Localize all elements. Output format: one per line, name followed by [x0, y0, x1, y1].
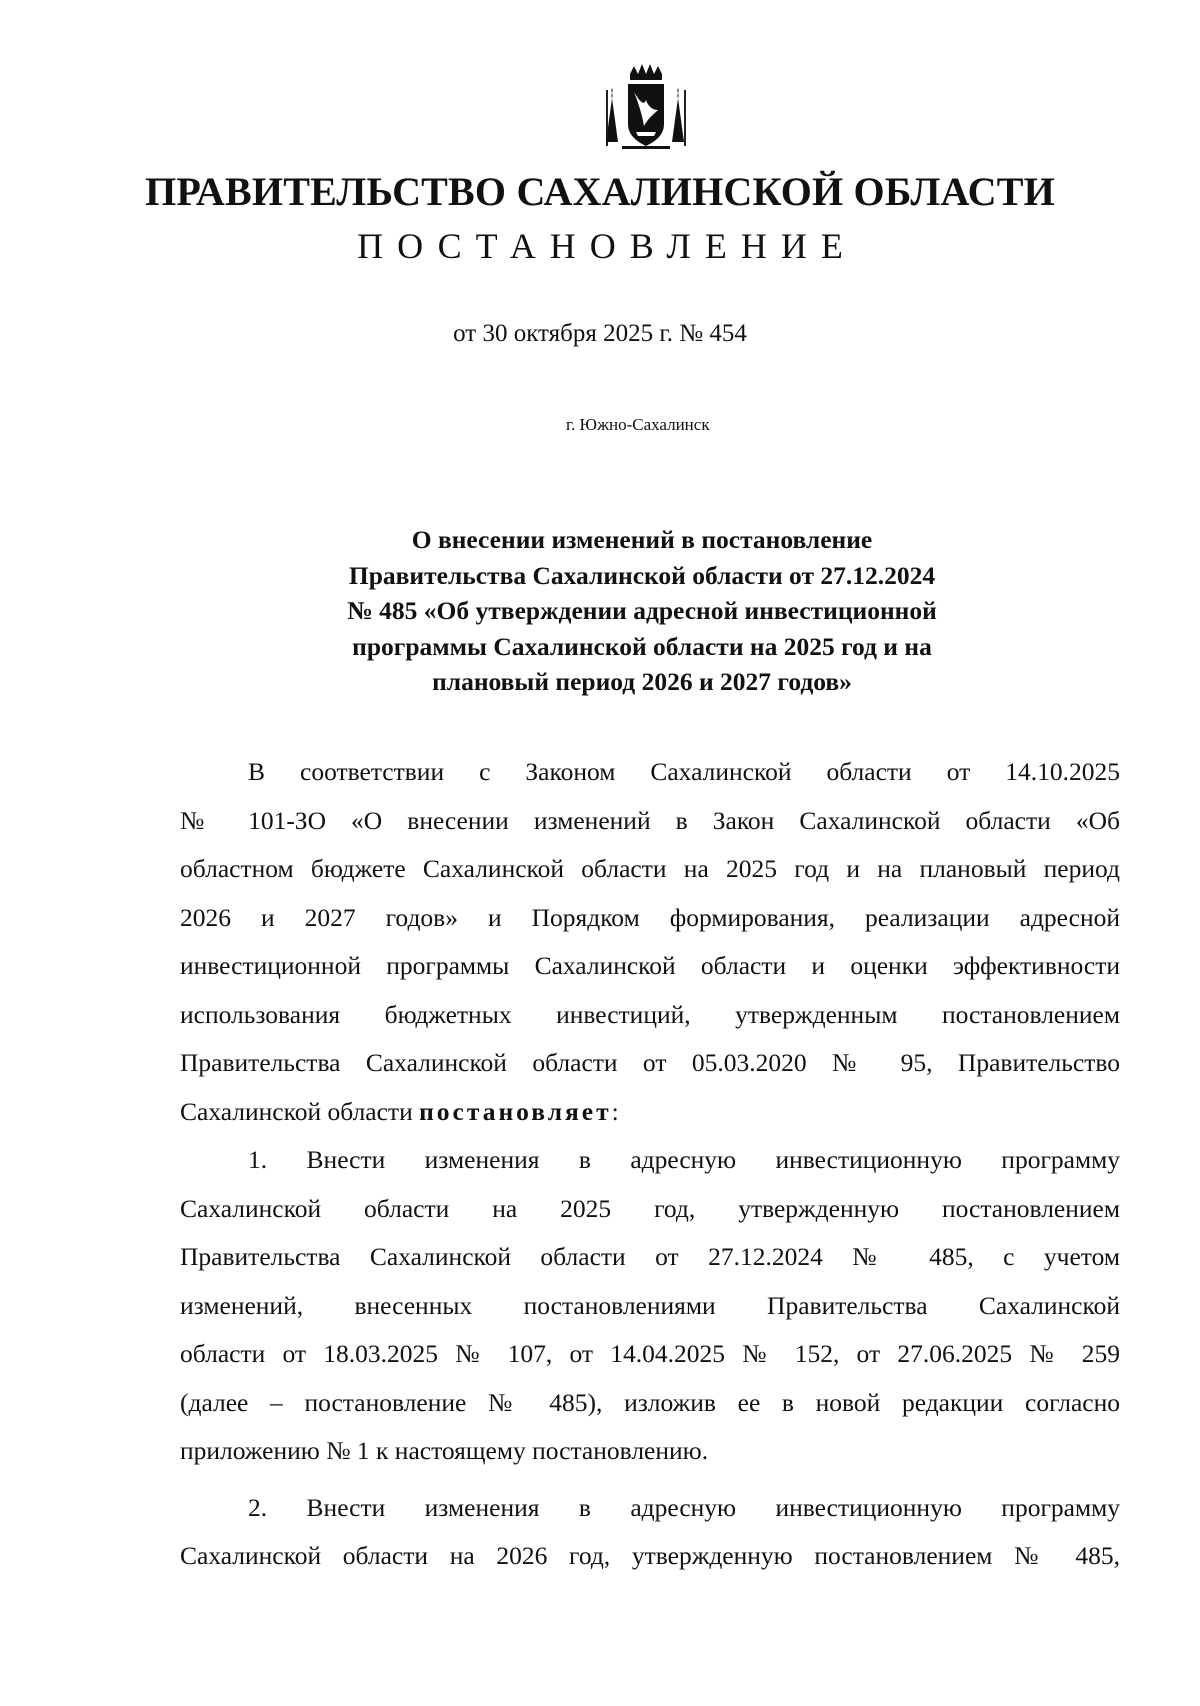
title-line: плановый период 2026 и 2027 годов» — [432, 667, 852, 696]
city-name: г. Южно-Сахалинск — [566, 415, 710, 434]
document-body — [180, 748, 1120, 1581]
document-type: ПОСТАНОВЛЕНИЕ — [357, 226, 857, 266]
title-line: № 485 «Об утверждении адресной инвестиционной — [347, 596, 937, 625]
body-line: № 101-ЗО «О внесении изменений в Закон Сахалинской области «Об — [180, 805, 1120, 835]
body-line: инвестиционной программы Сахалинской области и оценки эффективности — [180, 951, 1120, 980]
title-line: Правительства Сахалинской области от 27.12.2024 — [348, 560, 936, 590]
government-name: ПРАВИТЕЛЬСТВО САХАЛИНСКОЙ ОБЛАСТИ — [145, 169, 1055, 214]
paragraph-gap — [180, 1476, 1120, 1484]
body-line: изменений, внесенных постановлениями Правительства Сахалинской — [180, 1290, 1120, 1320]
body-line: 2. Внести изменения в адресную инвестиционную программу — [248, 1492, 1120, 1522]
date-and-number: от 30 октября 2025 г. № 454 — [453, 320, 747, 347]
preamble-ending: Сахалинской области — [180, 1096, 420, 1126]
body-line: использования бюджетных инвестиций, утвержденным постановлением — [180, 999, 1120, 1029]
body-line: Сахалинской области на 2026 год, утвержденную постановлением № 485, — [180, 1541, 1120, 1570]
body-line: Правительства Сахалинской области от 05.03.2020 № 95, Правительство — [180, 1048, 1120, 1077]
resolves-word: постановляет — [419, 1096, 612, 1126]
title-line: О внесении изменений в постановление — [411, 525, 873, 554]
title-line: программы Сахалинской области на 2025 год и на — [352, 631, 932, 661]
body-line: областном бюджете Сахалинской области на 2025 год и на плановый период — [180, 854, 1120, 883]
body-line: (далее – постановление № 485), изложив ее в новой редакции согласно — [180, 1387, 1120, 1417]
body-line: 2026 и 2027 годов» и Порядком формирования, реализации адресной — [180, 902, 1120, 932]
body-line — [180, 1088, 1120, 1137]
body-line: области от 18.03.2025 № 107, от 14.04.2025 № 152, от 27.06.2025 № 259 — [180, 1339, 1120, 1368]
resolution-title — [300, 522, 984, 700]
coat-of-arms-icon — [598, 62, 694, 154]
body-line: Правительства Сахалинской области от 27.12.2024 № 485, с учетом — [180, 1242, 1120, 1271]
body-line: 1. Внести изменения в адресную инвестиционную программу — [248, 1145, 1120, 1174]
body-line: В соответствии с Законом Сахалинской области от 14.10.2025 — [248, 757, 1120, 786]
body-line: приложению № 1 к настоящему постановлению. — [180, 1436, 709, 1465]
body-line: Сахалинской области на 2025 год, утвержденную постановлением — [180, 1193, 1120, 1223]
resolves-colon: : — [611, 1096, 619, 1126]
